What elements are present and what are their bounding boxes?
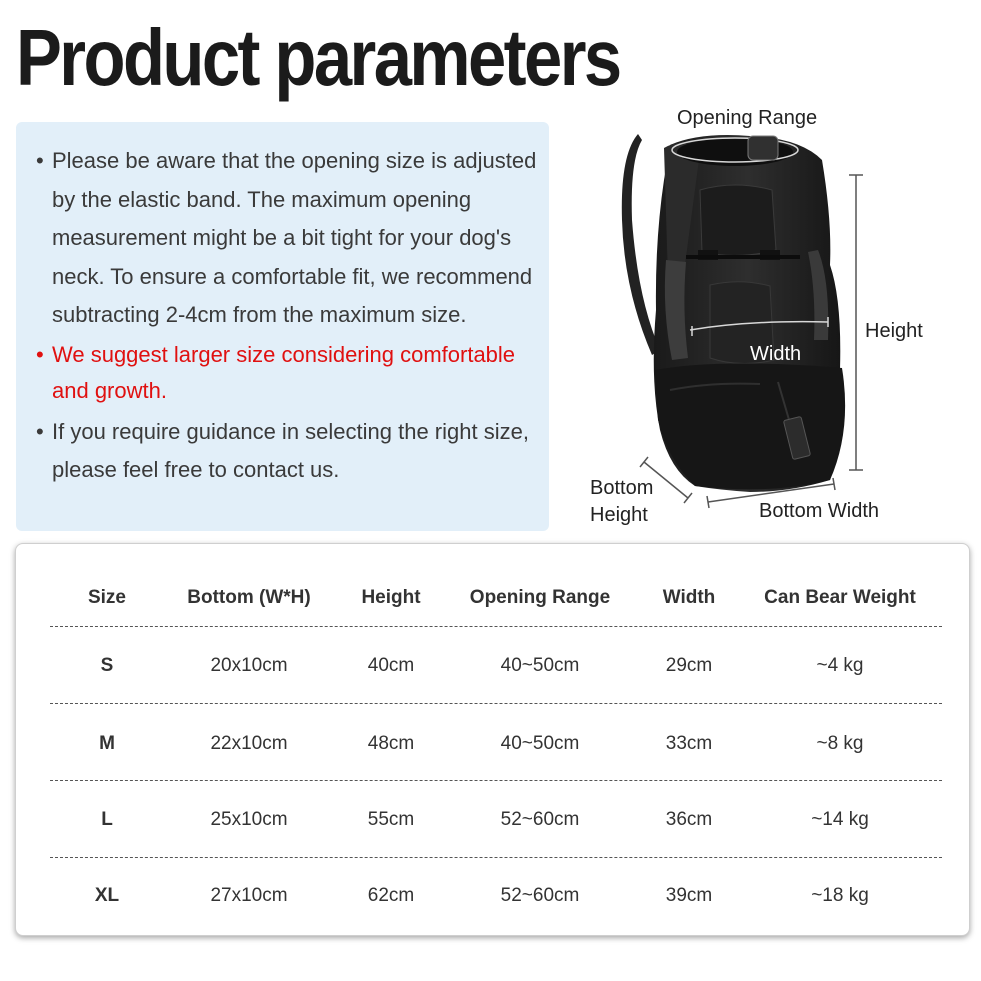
cell-weight: ~18 kg (811, 885, 869, 906)
label-bottom-height-line2: Height (590, 504, 648, 526)
header-bottom: Bottom (W*H) (187, 587, 311, 608)
cell-opening-range: 40~50cm (500, 733, 580, 754)
backpack-diagram (560, 100, 970, 530)
table-row (16, 729, 971, 759)
page-title: Product parameters (16, 13, 620, 102)
size-table (15, 543, 970, 936)
table-divider (50, 857, 942, 858)
cell-size: L (101, 809, 113, 830)
table-row (16, 805, 971, 835)
cell-height: 40cm (367, 655, 415, 676)
cell-opening-range: 40~50cm (500, 655, 580, 676)
cell-width: 39cm (665, 885, 713, 906)
note-larger-size (36, 337, 539, 409)
cell-weight: ~14 kg (811, 809, 869, 830)
cell-opening-range: 52~60cm (500, 885, 580, 906)
cell-size: S (100, 655, 114, 676)
backpack-illustration (560, 100, 970, 530)
note-text: If you require guidance in selecting the right size, please feel free to contact us. (52, 418, 529, 482)
note-bullet: • (36, 148, 44, 173)
table-divider (50, 626, 942, 627)
cell-height: 48cm (367, 733, 415, 754)
note-text: We suggest larger size considering comfortable and growth. (52, 341, 516, 403)
note-text: Please be aware that the opening size is adjusted by the elastic band. The maximum opening measurement might be a bit tight for your dog's neck. To ensure a comfortable fit, we recommend subtracting 2-4cm from the maximum size. (52, 148, 537, 327)
notes-panel (16, 122, 549, 531)
cell-width: 33cm (665, 733, 713, 754)
note-opening-size (36, 142, 539, 335)
cell-bottom: 20x10cm (210, 655, 288, 676)
cell-opening-range: 52~60cm (500, 809, 580, 830)
cell-bottom: 25x10cm (210, 809, 288, 830)
table-divider (50, 780, 942, 781)
cell-weight: ~4 kg (816, 655, 864, 676)
cell-size: M (99, 733, 115, 754)
table-row (16, 881, 971, 911)
cell-size: XL (94, 885, 120, 906)
cell-height: 62cm (367, 885, 415, 906)
note-contact (36, 413, 539, 490)
note-bullet: • (36, 418, 44, 444)
label-bottom-width: Bottom Width (759, 500, 880, 522)
cell-height: 55cm (367, 809, 415, 830)
header-height: Height (361, 587, 421, 608)
label-opening-range: Opening Range (677, 107, 818, 129)
table-row (16, 651, 971, 681)
header-can-bear-weight: Can Bear Weight (764, 587, 916, 608)
label-width: Width (750, 343, 802, 365)
label-height: Height (865, 320, 923, 342)
cell-width: 29cm (665, 655, 713, 676)
header-size: Size (87, 587, 127, 608)
cell-bottom: 22x10cm (210, 733, 288, 754)
label-bottom-height-line1: Bottom (590, 477, 654, 499)
note-bullet: • (36, 341, 44, 367)
table-header-row (16, 583, 971, 613)
header-opening-range: Opening Range (469, 587, 611, 608)
cell-width: 36cm (665, 809, 713, 830)
cell-weight: ~8 kg (816, 733, 864, 754)
header-width: Width (662, 587, 716, 608)
table-divider (50, 703, 942, 704)
cell-bottom: 27x10cm (210, 885, 288, 906)
